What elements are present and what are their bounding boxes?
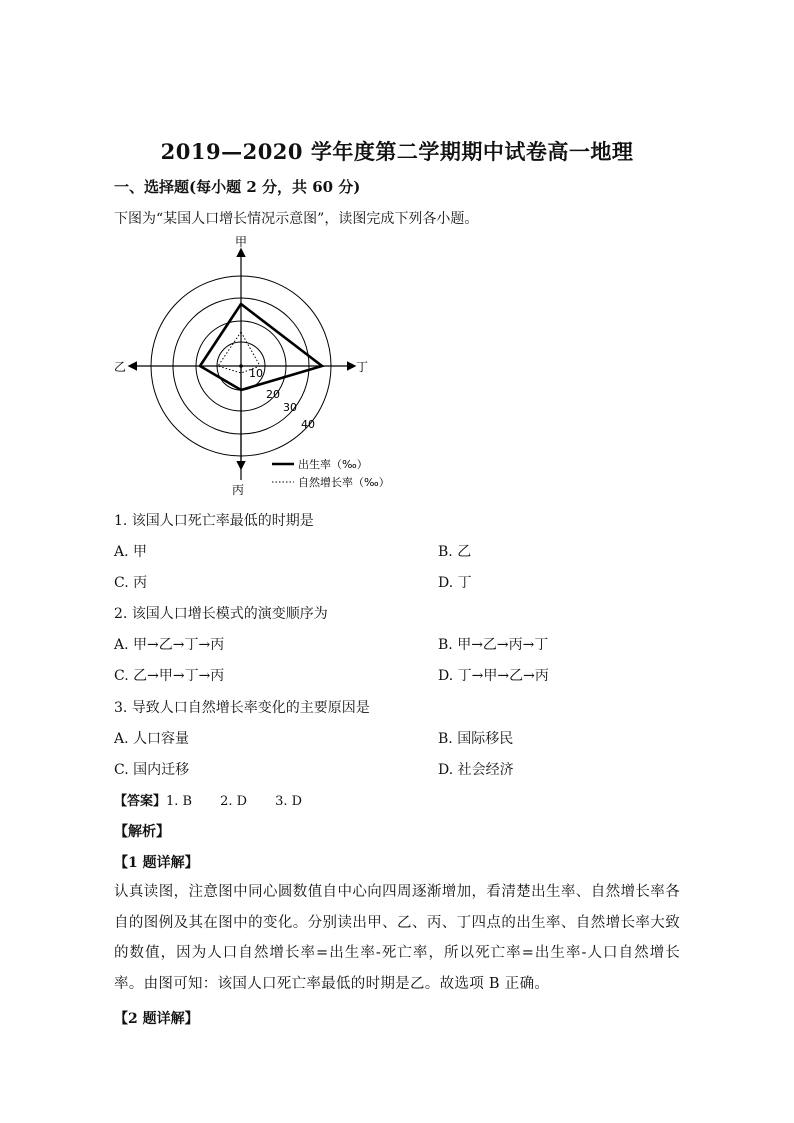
detail-1-tag: 【1 题详解】 <box>114 855 199 871</box>
detail-1-text: 认真读图，注意图中同心圆数值自中心向四周逐渐增加，看清楚出生率、自然增长率各自的图例及其在图中的变化。分别读出甲、乙、丙、丁四点的出生率、自然增长率大致的数值，因为人口自然增长率=出生率-死亡率，所以死亡率=出生率-人口自然增长率。由图可知：该国人口死亡率最低的时期是乙。故选项 B 正确。 <box>114 884 680 992</box>
question-3-option-a[interactable]: A. 人口容量 <box>114 731 190 747</box>
section-heading: 一、选择题(每小题 2 分，共 60 分) <box>114 178 361 196</box>
question-1-option-b[interactable]: B. 乙 <box>438 544 472 560</box>
question-2-option-b[interactable]: B. 甲→乙→丙→丁 <box>438 637 549 653</box>
question-1-option-d[interactable]: D. 丁 <box>438 575 472 591</box>
answer-item-1: 1. B <box>166 794 193 809</box>
question-3-option-c[interactable]: C. 国内迁移 <box>114 762 190 778</box>
answer-tag: 【答案】 <box>114 794 167 809</box>
question-3-stem: 3. 导致人口自然增长率变化的主要原因是 <box>114 700 370 716</box>
question-3-option-b[interactable]: B. 国际移民 <box>438 731 514 747</box>
question-1-stem: 1. 该国人口死亡率最低的时期是 <box>114 513 314 529</box>
ring-label-20: 20 <box>266 388 280 401</box>
axis-label-right: 丁 <box>356 360 369 374</box>
question-3-option-d[interactable]: D. 社会经济 <box>438 762 514 778</box>
legend-natural-growth: 自然增长率（‰） <box>298 476 390 489</box>
population-growth-figure <box>108 232 418 502</box>
intro-text: 下图为“某国人口增长情况示意图”，读图完成下列各小题。 <box>114 211 479 227</box>
question-2-option-a[interactable]: A. 甲→乙→丁→丙 <box>114 637 225 653</box>
ring-label-30: 30 <box>283 401 297 414</box>
question-1-option-a[interactable]: A. 甲 <box>114 544 148 560</box>
answer-item-2: 2. D <box>220 794 248 809</box>
question-1-option-c[interactable]: C. 丙 <box>114 575 148 591</box>
axis-label-left: 乙 <box>114 360 127 374</box>
question-2-option-c[interactable]: C. 乙→甲→丁→丙 <box>114 668 225 684</box>
ring-label-10: 10 <box>249 367 263 380</box>
detail-2-tag: 【2 题详解】 <box>114 1011 199 1027</box>
answer-item-3: 3. D <box>275 794 303 809</box>
answer-line <box>114 790 302 809</box>
analysis-tag: 【解析】 <box>114 824 170 840</box>
question-2-option-d[interactable]: D. 丁→甲→乙→丙 <box>438 668 549 684</box>
axis-label-top: 甲 <box>235 235 248 249</box>
center-point <box>239 364 243 368</box>
legend-birth-rate: 出生率（‰） <box>298 458 368 471</box>
axis-label-bottom: 丙 <box>232 483 245 497</box>
ring-label-40: 40 <box>301 418 315 431</box>
question-2-stem: 2. 该国人口增长模式的演变顺序为 <box>114 606 328 622</box>
page-title: 2019—2020 学年度第二学期期中试卷高一地理 <box>160 139 634 164</box>
